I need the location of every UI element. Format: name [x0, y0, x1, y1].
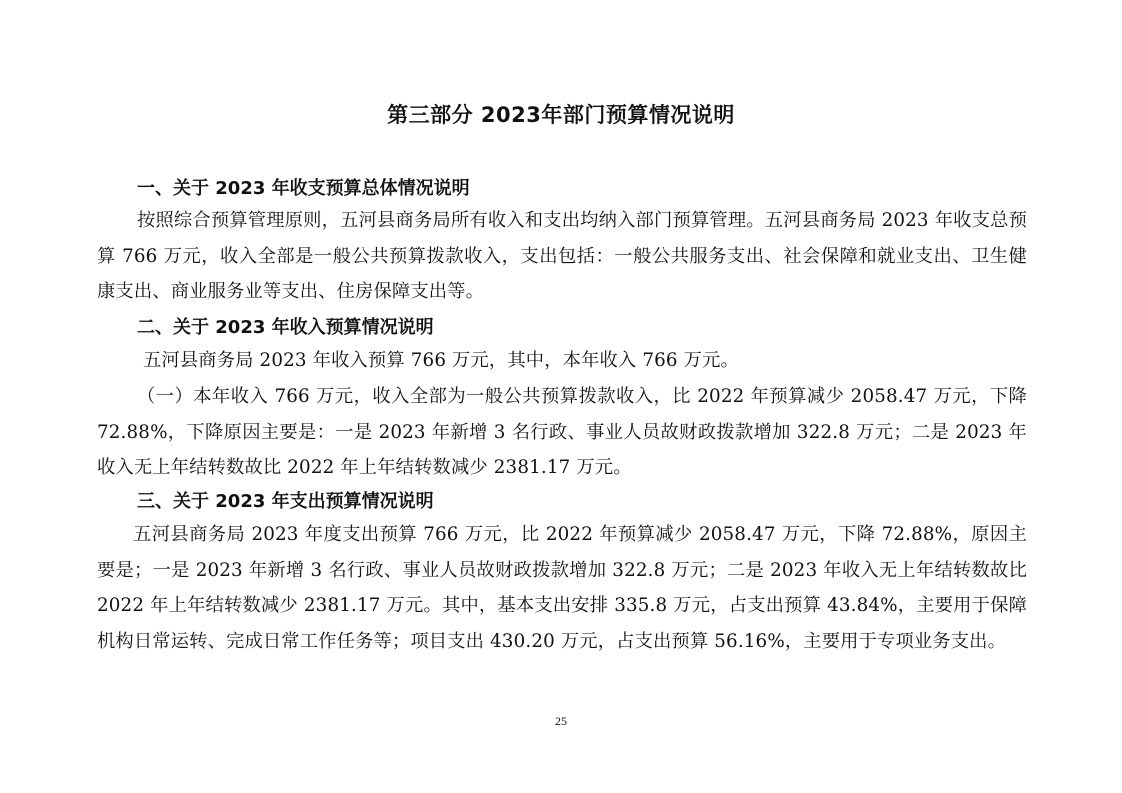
section-heading-expenditure: 三、关于 2023 年支出预算情况说明: [137, 491, 434, 512]
paragraph-overall-budget: 按照综合预算管理原则，五河县商务局所有收入和支出均纳入部门预算管理。五河县商务局 2023 年收支总预算 766 万元，收入全部是一般公共预算拨款收入，支出包括：一般公共服务支出、社会保障和就业支出、卫生健康支出、商业服务业等支出、住房保障支出等。: [97, 210, 1027, 302]
page-number: 25: [555, 714, 567, 728]
page-title: 第三部分 2023年部门预算情况说明: [387, 103, 735, 127]
paragraph-expenditure-detail: 五河县商务局 2023 年度支出预算 766 万元，比 2022 年预算减少 2058.47 万元，下降 72.88%，原因主要是；一是 2023 年新增 3 名行政、事业人员故财政拨款增加 322.8 万元；二是 2023 年收入无上年结转数故比 2022 年上年结转数减少 2381.17 万元。其中，基本支出安排 335.8 万元，占支出预算 43.84%，主要用于保障机构日常运转、完成日常工作任务等；项目支出 430.20 万元，占支出预算 56.16%，主要用于专项业务支出。: [97, 524, 1027, 652]
section-heading-overall: 一、关于 2023 年收支预算总体情况说明: [137, 178, 470, 199]
section-heading-income: 二、关于 2023 年收入预算情况说明: [137, 317, 434, 338]
paragraph-income-summary: 五河县商务局 2023 年收入预算 766 万元，其中，本年收入 766 万元。: [143, 350, 739, 371]
paragraph-income-detail: （一）本年收入 766 万元，收入全部为一般公共预算拨款收入，比 2022 年预算减少 2058.47 万元，下降 72.88%，下降原因主要是：一是 2023 年新增 3 名行政、事业人员故财政拨款增加 322.8 万元；二是 2023 年收入无上年结转数故比 2022 年上年结转数减少 2381.17 万元。: [97, 386, 1027, 478]
